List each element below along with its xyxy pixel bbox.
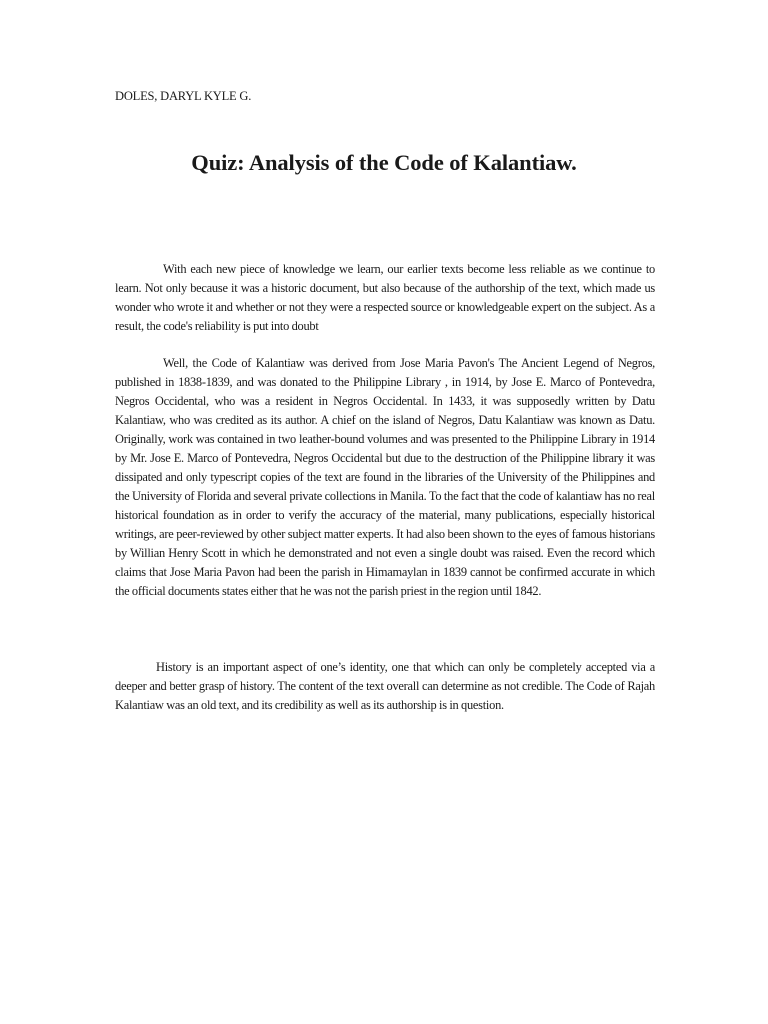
paragraph-1: With each new piece of knowledge we learn, our earlier texts become less reliable as we continue to learn. Not only because it was a historic document, but also because of the authorship of the text, which made us wonder who wrote it and whether or not they were a respected source or knowledgeable expert on the subject. As a result, the code's reliability is put into doubt: [115, 262, 655, 333]
document-title: Quiz: Analysis of the Code of Kalantiaw.: [191, 150, 577, 175]
author-name: DOLES, DARYL KYLE G.: [115, 89, 252, 103]
paragraph-2: Well, the Code of Kalantiaw was derived from Jose Maria Pavon's The Ancient Legend of Negros, published in 1838-1839, and was donated to the Philippine Library , in 1914, by Jose E. Marco of Pontevedra, Negros Occidental, who was a resident in Negros Occidental. In 1433, it was supposedly written by Datu Kalantiaw, who was credited as its author. A chief on the island of Negros, Datu Kalantiaw was known as Datu. Originally, work was contained in two leather-bound volumes and was presented to the Philippine Library in 1914 by Mr. Jose E. Marco of Pontevedra, Negros Occidental but due to the destruction of the Philippine library it was dissipated and only typescript copies of the text are found in the libraries of the University of the Philippines and the University of Florida and several private collections in Manila. To the fact that the code of kalantiaw has no real historical foundation as in order to verify the accuracy of the material, many publications, especially historical writings, are peer-reviewed by other subject matter experts. It had also been shown to the eyes of famous historians by Willian Henry Scott in which he demonstrated and not even a single doubt was raised. Even the record which claims that Jose Maria Pavon had been the parish in Himamaylan in 1839 cannot be confirmed accurate in which the official documents states either that he was not the parish priest in the region until 1842.: [115, 356, 655, 598]
paragraph-3: History is an important aspect of one’s identity, one that which can only be completely accepted via a deeper and better grasp of history. The content of the text overall can determine as not credible. The Code of Rajah Kalantiaw was an old text, and its credibility as well as its authorship is in question.: [115, 660, 655, 712]
